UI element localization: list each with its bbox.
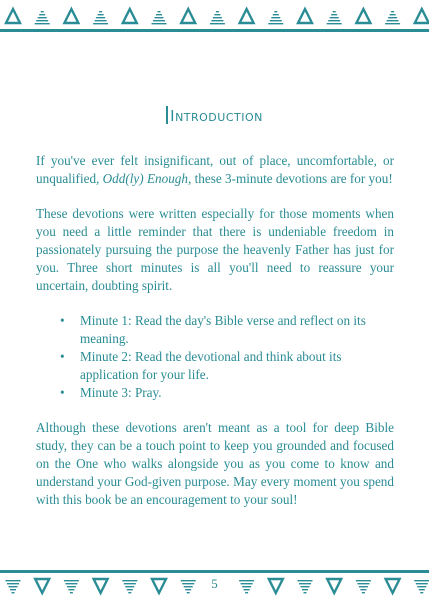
p1-text-b: , these 3-minute devotions are for you! xyxy=(188,171,393,186)
list-item: • Minute 3: Pray. xyxy=(60,384,394,402)
body-text xyxy=(36,152,394,526)
bottom-rule xyxy=(0,570,429,573)
striped-triangle-icon xyxy=(385,11,400,24)
striped-triangle-icon xyxy=(268,11,283,24)
triangle-outline-icon xyxy=(6,9,20,23)
triangle-outline-icon xyxy=(356,9,370,23)
list-item: • Minute 1: Read the day's Bible verse and reflect on its meaning. xyxy=(60,312,394,348)
paragraph-purpose: These devotions were written especially for those moments when you need a little reminder that there is undeniable freedom in passionately pursuing the purpose the heavenly Father has just for you. Three short minutes is all you'll need to reassure your uncertain, doubting spirit. xyxy=(36,206,394,293)
paragraph-closing: Although these devotions aren't meant as a tool for deep Bible study, they can be a touch point to keep you grounded and focused on the One who walks alongside you as you come to know and understand your God-given purpose. May every moment you spend with this book be an encouragement to your soul! xyxy=(36,420,394,507)
triangle-outline-icon xyxy=(123,9,137,23)
title-first-letter: I xyxy=(170,107,176,125)
p1-text-a: If you've ever felt insignificant, out of place, uncomfortable, or unqualified, xyxy=(36,153,394,186)
striped-triangle-icon xyxy=(152,11,167,24)
minutes-list xyxy=(36,312,394,402)
triangle-outline-icon xyxy=(298,9,312,23)
list-item: • Minute 2: Read the devotional and think about its application for your life. xyxy=(60,348,394,384)
triangle-outline-icon xyxy=(415,9,429,23)
triangle-outline-icon xyxy=(240,9,254,23)
title-bar-icon xyxy=(166,106,168,124)
page-number: 5 xyxy=(211,576,218,591)
striped-triangle-icon xyxy=(210,11,225,24)
top-rule xyxy=(0,29,429,32)
striped-triangle-icon xyxy=(327,11,342,24)
triangle-border-top xyxy=(0,0,429,36)
book-title: Odd(ly) Enough xyxy=(102,171,188,186)
top-decorative-border xyxy=(0,0,429,36)
page-title xyxy=(0,106,429,125)
paragraph-intro xyxy=(36,152,394,188)
triangle-outline-icon xyxy=(64,9,78,23)
striped-triangle-icon xyxy=(35,11,50,24)
striped-triangle-icon xyxy=(93,11,108,24)
triangle-outline-icon xyxy=(181,9,195,23)
title-rest: ntroduction xyxy=(175,107,263,125)
